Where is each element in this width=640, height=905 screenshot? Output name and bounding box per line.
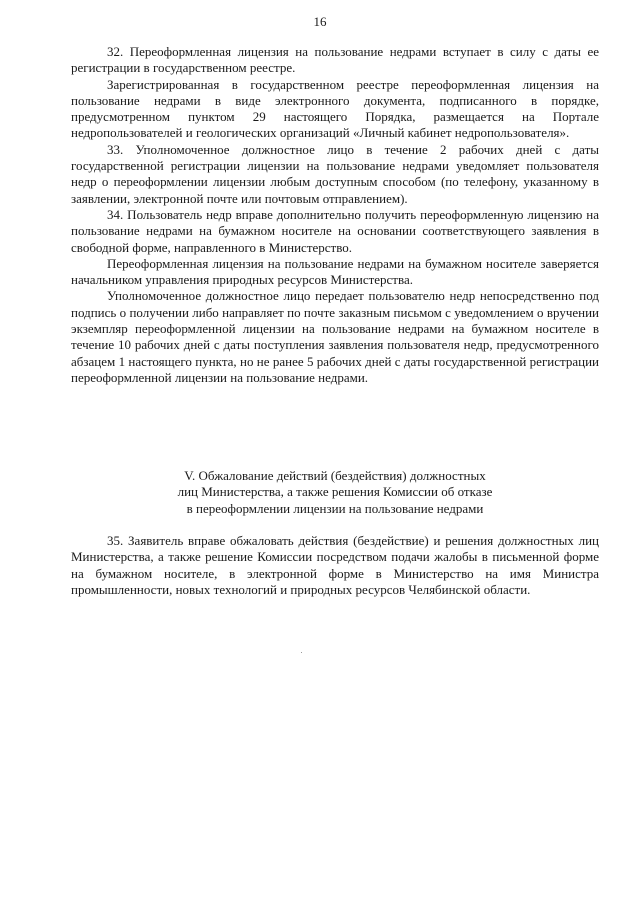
section-body bbox=[71, 533, 599, 598]
paragraph-34-certification: Переоформленная лицензия на пользование недрами на бумажном носителе заверяется начальником управления природных ресурсов Министерства. bbox=[71, 255, 599, 288]
section-heading-line: V. Обжалование действий (бездействия) должностных bbox=[184, 468, 486, 483]
scan-speck bbox=[301, 652, 302, 653]
section-heading-line: в переоформлении лицензии на пользование недрами bbox=[186, 500, 484, 516]
paragraph-34-delivery: Уполномоченное должностное лицо передает пользователю недр непосредственно под подпись о получении либо направляет по почте заказным письмом с уведомлением о вручении экземпляр переоформленной лицензии на пользование недрами на бумажном носителе в течение 10 рабочих дней с даты поступления заявления пользователя недр, предусмотренного абзацем 1 настоящего пункта, но не ранее 5 рабочих дней с даты государственной регистрации переоформленной лицензии на пользование недрами. bbox=[71, 288, 599, 385]
paragraph-32: 32. Переоформленная лицензия на пользование недрами вступает в силу с даты ее регистрации в государственном реестре. bbox=[71, 44, 599, 76]
paragraph-35: 35. Заявитель вправе обжаловать действия (бездействие) и решения должностных лиц Министерства, а также решение Комиссии посредством подачи жалобы в письменной форме на бумажном носителе, в электронной форме в Министерство на имя Министра промышленности, новых технологий и природных ресурсов Челябинской области. bbox=[71, 533, 599, 597]
page-number: 16 bbox=[313, 14, 327, 29]
section-heading-line: лиц Министерства, а также решения Комиссии об отказе bbox=[177, 484, 493, 500]
document-body bbox=[71, 44, 599, 386]
paragraph-32-registration: Зарегистрированная в государственном реестре переоформленная лицензия на пользование недрами в виде электронного документа, подписанного в порядке, предусмотренном пунктом 29 настоящего Порядка, размещается на Портале недропользователей и геологических организаций «Личный кабинет недропользователя». bbox=[71, 76, 599, 141]
section-heading bbox=[71, 468, 599, 517]
paragraph-34: 34. Пользователь недр вправе дополнительно получить переоформленную лицензию на пользование недрами на бумажном носителе на основании соответствующего заявления в свободной форме, направленного в Министерство. bbox=[71, 206, 599, 255]
paragraph-33: 33. Уполномоченное должностное лицо в течение 2 рабочих дней с даты государственной регистрации лицензии на пользование недрами уведомляет пользователя недр о переоформлении лицензии любым доступным способом (по телефону, указанному в заявлении, электронной почте или почтовым отправлением). bbox=[71, 141, 599, 206]
